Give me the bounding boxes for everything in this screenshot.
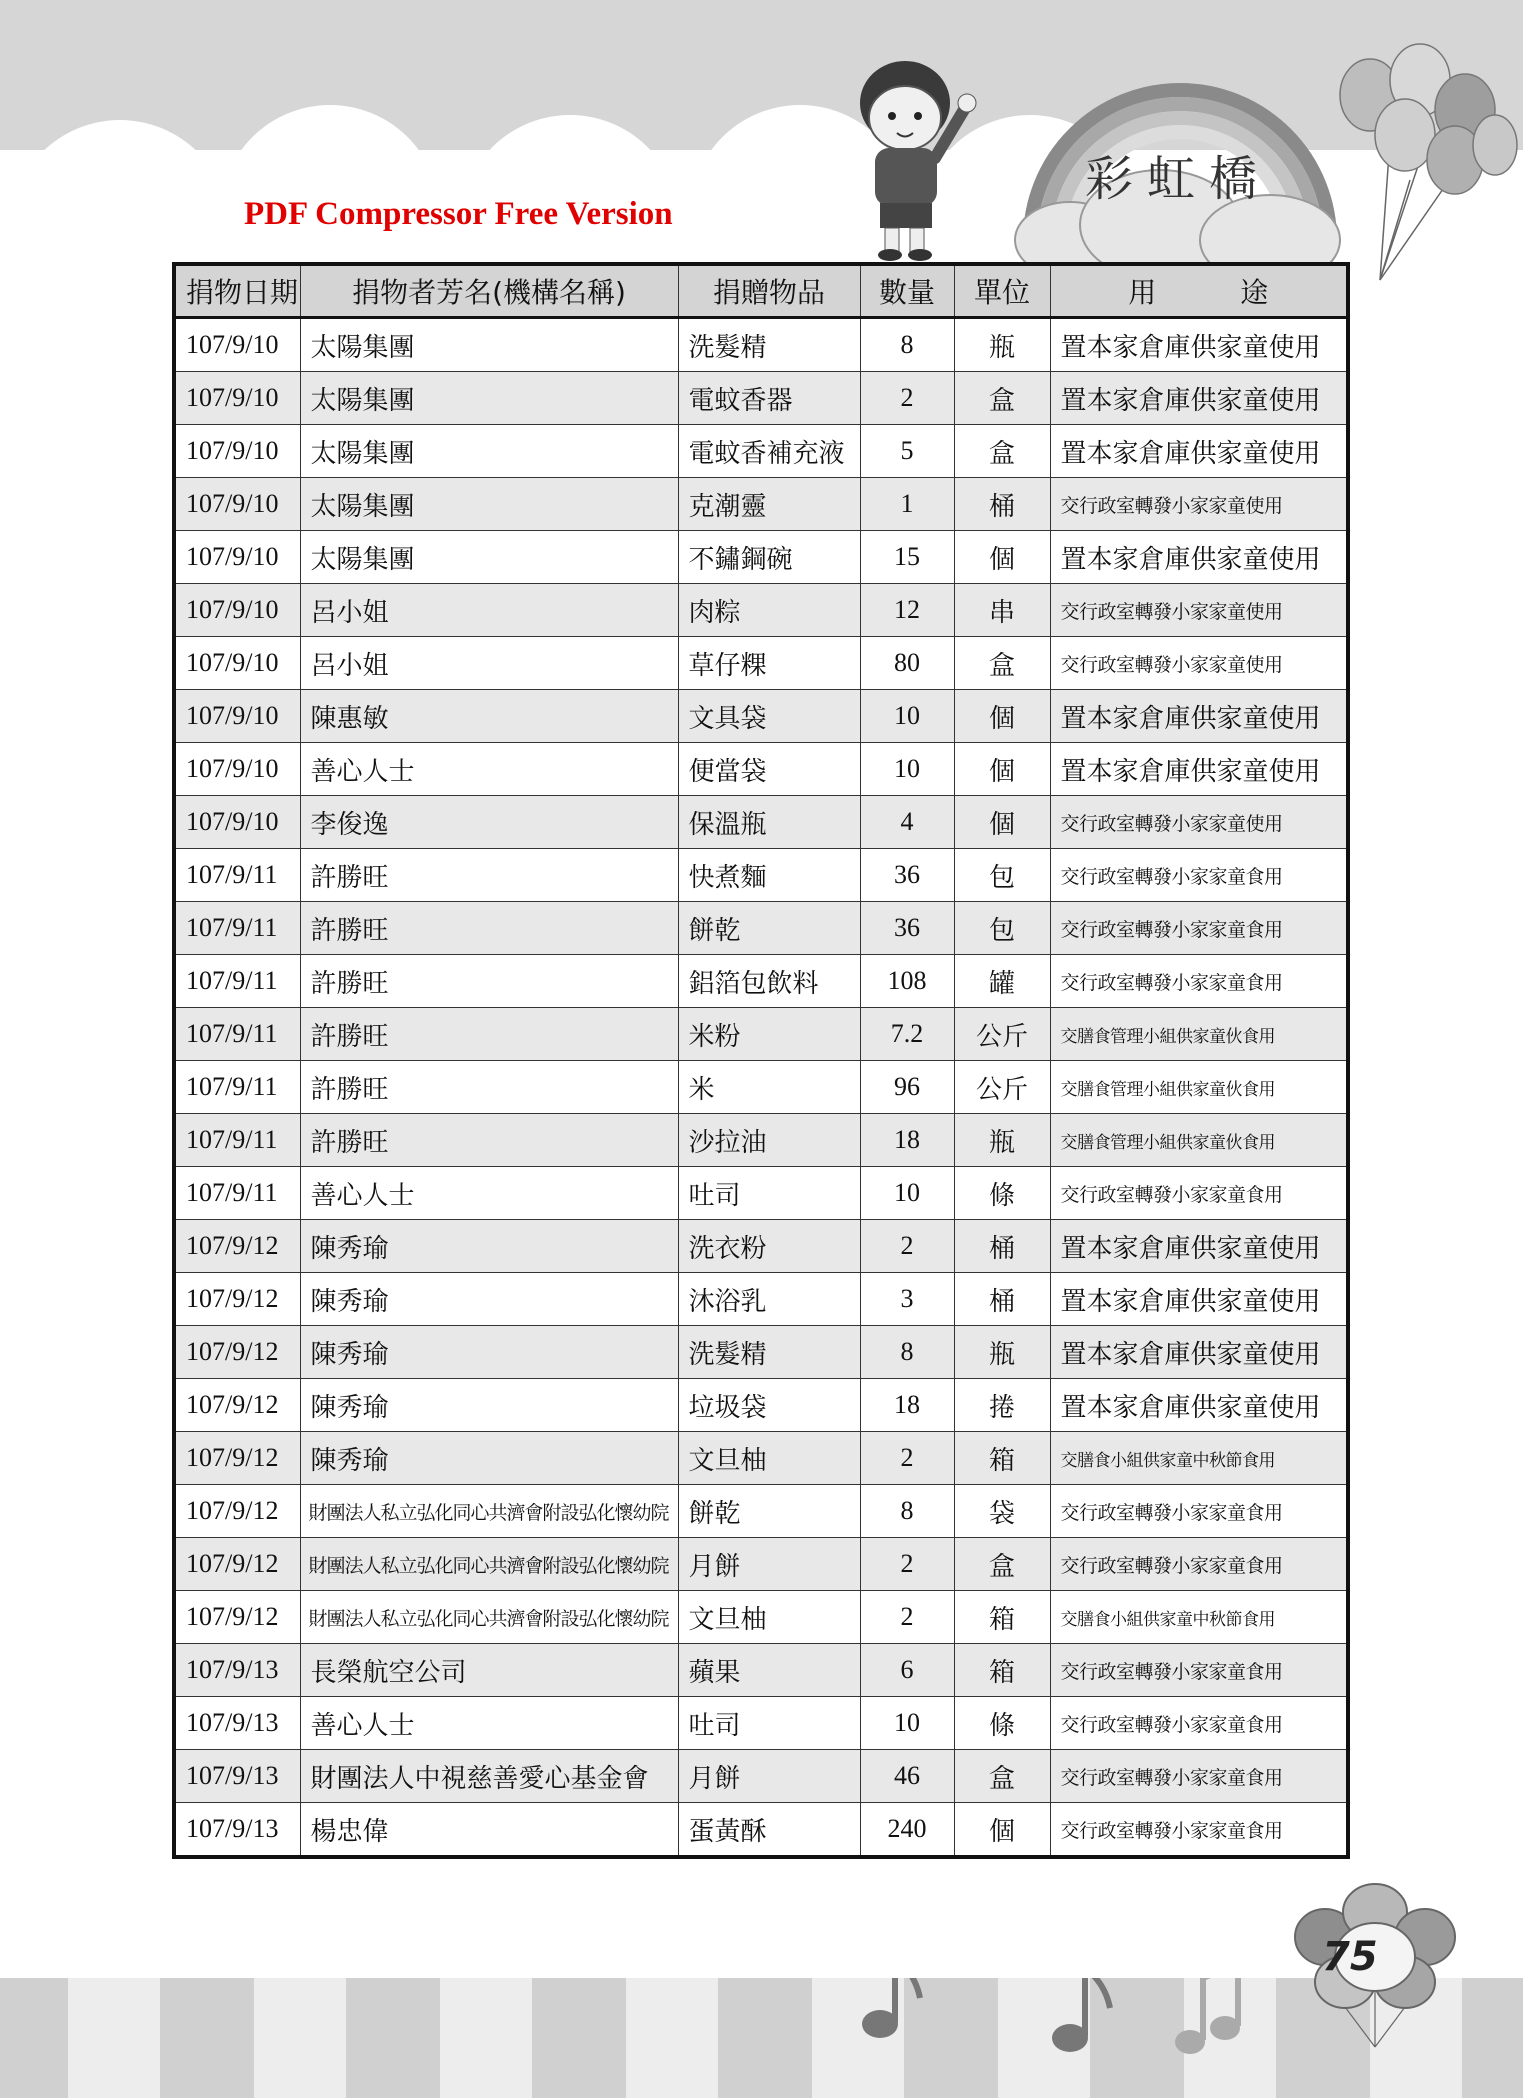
cell-quantity: 36 [860, 902, 954, 955]
cell-donor: 陳秀瑜 [300, 1379, 678, 1432]
cell-item: 洗髮精 [678, 1326, 860, 1379]
cell-quantity: 80 [860, 637, 954, 690]
table-row [174, 1167, 1348, 1220]
cell-quantity: 3 [860, 1273, 954, 1326]
cell-item: 保溫瓶 [678, 796, 860, 849]
cell-item: 洗髮精 [678, 318, 860, 372]
donation-table [172, 262, 1350, 1859]
table-row [174, 690, 1348, 743]
cell-item: 蘋果 [678, 1644, 860, 1697]
cell-quantity: 18 [860, 1114, 954, 1167]
cell-item: 電蚊香補充液 [678, 425, 860, 478]
cell-use: 交行政室轉發小家家童食用 [1050, 1485, 1348, 1538]
cell-date: 107/9/10 [174, 425, 300, 478]
cell-donor: 太陽集團 [300, 318, 678, 372]
brand-title: 彩虹橋 [1085, 151, 1272, 207]
cell-use: 交行政室轉發小家家童食用 [1050, 1538, 1348, 1591]
cell-date: 107/9/10 [174, 372, 300, 425]
cell-date: 107/9/11 [174, 1061, 300, 1114]
cell-item: 月餅 [678, 1750, 860, 1803]
cell-use: 置本家倉庫供家童使用 [1050, 1379, 1348, 1432]
cell-use: 置本家倉庫供家童使用 [1050, 372, 1348, 425]
cell-use: 交膳食小組供家童中秋節食用 [1050, 1432, 1348, 1485]
cell-donor: 財團法人私立弘化同心共濟會附設弘化懷幼院 [300, 1591, 678, 1644]
cell-quantity: 2 [860, 372, 954, 425]
cell-quantity: 10 [860, 690, 954, 743]
cell-quantity: 12 [860, 584, 954, 637]
cell-donor: 陳秀瑜 [300, 1432, 678, 1485]
cell-date: 107/9/10 [174, 531, 300, 584]
cell-unit: 瓶 [954, 1326, 1050, 1379]
cell-quantity: 36 [860, 849, 954, 902]
cell-item: 吐司 [678, 1167, 860, 1220]
cell-date: 107/9/13 [174, 1644, 300, 1697]
cell-quantity: 240 [860, 1803, 954, 1858]
cell-unit: 條 [954, 1167, 1050, 1220]
table-row [174, 1538, 1348, 1591]
cell-date: 107/9/11 [174, 1008, 300, 1061]
cell-item: 文旦柚 [678, 1432, 860, 1485]
table-row [174, 425, 1348, 478]
cell-unit: 盒 [954, 425, 1050, 478]
cell-donor: 太陽集團 [300, 425, 678, 478]
table-row [174, 743, 1348, 796]
table-row [174, 1644, 1348, 1697]
cell-unit: 桶 [954, 1220, 1050, 1273]
cell-donor: 許勝旺 [300, 849, 678, 902]
cell-donor: 許勝旺 [300, 902, 678, 955]
cell-donor: 財團法人中視慈善愛心基金會 [300, 1750, 678, 1803]
cell-use: 交行政室轉發小家家童食用 [1050, 902, 1348, 955]
cell-unit: 瓶 [954, 318, 1050, 372]
cell-date: 107/9/13 [174, 1697, 300, 1750]
cell-use: 置本家倉庫供家童使用 [1050, 1273, 1348, 1326]
cell-item: 快煮麵 [678, 849, 860, 902]
cell-item: 肉粽 [678, 584, 860, 637]
cell-item: 月餅 [678, 1538, 860, 1591]
cell-item: 文旦柚 [678, 1591, 860, 1644]
cell-quantity: 8 [860, 318, 954, 372]
cell-quantity: 7.2 [860, 1008, 954, 1061]
cell-use: 交行政室轉發小家家童食用 [1050, 1644, 1348, 1697]
cell-unit: 包 [954, 849, 1050, 902]
table-row [174, 1485, 1348, 1538]
cell-use: 交行政室轉發小家家童使用 [1050, 478, 1348, 531]
column-header-item: 捐贈物品 [678, 264, 860, 318]
cell-quantity: 6 [860, 1644, 954, 1697]
cell-date: 107/9/11 [174, 1114, 300, 1167]
cell-use: 置本家倉庫供家童使用 [1050, 1326, 1348, 1379]
cell-date: 107/9/11 [174, 902, 300, 955]
column-header-unit: 單位 [954, 264, 1050, 318]
cell-donor: 財團法人私立弘化同心共濟會附設弘化懷幼院 [300, 1485, 678, 1538]
cell-item: 餅乾 [678, 1485, 860, 1538]
cell-quantity: 8 [860, 1326, 954, 1379]
table-row [174, 584, 1348, 637]
table-row [174, 1432, 1348, 1485]
cell-quantity: 2 [860, 1538, 954, 1591]
cell-donor: 太陽集團 [300, 372, 678, 425]
cell-donor: 陳秀瑜 [300, 1220, 678, 1273]
cell-item: 克潮靈 [678, 478, 860, 531]
cell-quantity: 8 [860, 1485, 954, 1538]
cell-date: 107/9/10 [174, 796, 300, 849]
cell-donor: 財團法人私立弘化同心共濟會附設弘化懷幼院 [300, 1538, 678, 1591]
table-row [174, 1220, 1348, 1273]
cell-date: 107/9/10 [174, 318, 300, 372]
cell-date: 107/9/10 [174, 478, 300, 531]
table-row [174, 1697, 1348, 1750]
cell-date: 107/9/10 [174, 743, 300, 796]
cell-quantity: 18 [860, 1379, 954, 1432]
table-row [174, 318, 1348, 372]
table-header-row [174, 264, 1348, 318]
cell-donor: 呂小姐 [300, 637, 678, 690]
cell-quantity: 96 [860, 1061, 954, 1114]
cell-quantity: 2 [860, 1591, 954, 1644]
cell-donor: 太陽集團 [300, 478, 678, 531]
cell-use: 置本家倉庫供家童使用 [1050, 743, 1348, 796]
column-header-donor: 捐物者芳名(機構名稱) [300, 264, 678, 318]
cell-use: 置本家倉庫供家童使用 [1050, 318, 1348, 372]
cell-unit: 桶 [954, 1273, 1050, 1326]
cell-donor: 李俊逸 [300, 796, 678, 849]
cell-use: 交膳食管理小組供家童伙食用 [1050, 1008, 1348, 1061]
table-row [174, 796, 1348, 849]
cell-item: 鋁箔包飲料 [678, 955, 860, 1008]
table-body [174, 318, 1348, 1858]
cell-item: 沐浴乳 [678, 1273, 860, 1326]
cell-date: 107/9/12 [174, 1326, 300, 1379]
column-header-use: 用 途 [1050, 264, 1348, 318]
cell-use: 交膳食小組供家童中秋節食用 [1050, 1591, 1348, 1644]
cell-donor: 陳秀瑜 [300, 1326, 678, 1379]
cell-use: 交膳食管理小組供家童伙食用 [1050, 1114, 1348, 1167]
cell-item: 米 [678, 1061, 860, 1114]
cell-item: 餅乾 [678, 902, 860, 955]
cell-unit: 盒 [954, 372, 1050, 425]
cell-unit: 瓶 [954, 1114, 1050, 1167]
cell-quantity: 10 [860, 1697, 954, 1750]
cell-use: 交行政室轉發小家家童使用 [1050, 584, 1348, 637]
cell-use: 交行政室轉發小家家童食用 [1050, 1697, 1348, 1750]
cell-unit: 捲 [954, 1379, 1050, 1432]
column-header-quantity: 數量 [860, 264, 954, 318]
cell-unit: 盒 [954, 1750, 1050, 1803]
cell-use: 交行政室轉發小家家童食用 [1050, 1750, 1348, 1803]
table-row [174, 372, 1348, 425]
cell-use: 交行政室轉發小家家童食用 [1050, 1167, 1348, 1220]
cell-quantity: 5 [860, 425, 954, 478]
cell-item: 沙拉油 [678, 1114, 860, 1167]
cell-item: 文具袋 [678, 690, 860, 743]
cell-date: 107/9/13 [174, 1803, 300, 1858]
cell-use: 置本家倉庫供家童使用 [1050, 1220, 1348, 1273]
cell-donor: 長榮航空公司 [300, 1644, 678, 1697]
table-row [174, 531, 1348, 584]
cell-date: 107/9/12 [174, 1432, 300, 1485]
cell-donor: 善心人士 [300, 1697, 678, 1750]
cell-item: 草仔粿 [678, 637, 860, 690]
cell-unit: 個 [954, 1803, 1050, 1858]
table-row [174, 1750, 1348, 1803]
cell-quantity: 2 [860, 1220, 954, 1273]
cell-date: 107/9/11 [174, 849, 300, 902]
cell-date: 107/9/13 [174, 1750, 300, 1803]
cell-quantity: 108 [860, 955, 954, 1008]
cell-donor: 許勝旺 [300, 955, 678, 1008]
cell-use: 交膳食管理小組供家童伙食用 [1050, 1061, 1348, 1114]
cell-date: 107/9/12 [174, 1538, 300, 1591]
girl-illustration [840, 48, 980, 263]
cell-date: 107/9/10 [174, 584, 300, 637]
cell-item: 蛋黃酥 [678, 1803, 860, 1858]
cell-unit: 條 [954, 1697, 1050, 1750]
cell-donor: 呂小姐 [300, 584, 678, 637]
cell-unit: 箱 [954, 1644, 1050, 1697]
table-row [174, 1273, 1348, 1326]
table-row [174, 1379, 1348, 1432]
cell-donor: 楊忠偉 [300, 1803, 678, 1858]
cell-quantity: 1 [860, 478, 954, 531]
cell-unit: 盒 [954, 1538, 1050, 1591]
cell-unit: 串 [954, 584, 1050, 637]
cell-unit: 箱 [954, 1432, 1050, 1485]
cell-date: 107/9/10 [174, 690, 300, 743]
cell-item: 洗衣粉 [678, 1220, 860, 1273]
cell-date: 107/9/11 [174, 955, 300, 1008]
table-row [174, 1114, 1348, 1167]
cell-unit: 個 [954, 690, 1050, 743]
cell-unit: 公斤 [954, 1061, 1050, 1114]
cell-donor: 許勝旺 [300, 1008, 678, 1061]
table-row [174, 478, 1348, 531]
cell-donor: 陳秀瑜 [300, 1273, 678, 1326]
cell-unit: 個 [954, 796, 1050, 849]
cell-use: 交行政室轉發小家家童食用 [1050, 1803, 1348, 1858]
cell-date: 107/9/12 [174, 1220, 300, 1273]
cell-unit: 個 [954, 743, 1050, 796]
cell-donor: 許勝旺 [300, 1114, 678, 1167]
table-row [174, 1803, 1348, 1858]
cell-quantity: 4 [860, 796, 954, 849]
cell-date: 107/9/12 [174, 1591, 300, 1644]
cell-item: 不鏽鋼碗 [678, 531, 860, 584]
cell-use: 交行政室轉發小家家童使用 [1050, 796, 1348, 849]
table-row [174, 637, 1348, 690]
cell-unit: 桶 [954, 478, 1050, 531]
cell-item: 米粉 [678, 1008, 860, 1061]
cell-quantity: 10 [860, 743, 954, 796]
cell-date: 107/9/11 [174, 1167, 300, 1220]
cell-unit: 盒 [954, 637, 1050, 690]
cell-use: 置本家倉庫供家童使用 [1050, 531, 1348, 584]
cell-use: 置本家倉庫供家童使用 [1050, 690, 1348, 743]
cell-unit: 袋 [954, 1485, 1050, 1538]
cell-unit: 個 [954, 531, 1050, 584]
table-row [174, 1326, 1348, 1379]
table-row [174, 955, 1348, 1008]
cell-date: 107/9/10 [174, 637, 300, 690]
table-row [174, 1591, 1348, 1644]
cell-item: 電蚊香器 [678, 372, 860, 425]
cell-quantity: 2 [860, 1432, 954, 1485]
cell-unit: 罐 [954, 955, 1050, 1008]
cell-item: 便當袋 [678, 743, 860, 796]
cell-unit: 箱 [954, 1591, 1050, 1644]
table-row [174, 1008, 1348, 1061]
cell-quantity: 10 [860, 1167, 954, 1220]
cell-use: 交行政室轉發小家家童使用 [1050, 637, 1348, 690]
cell-item: 吐司 [678, 1697, 860, 1750]
cell-donor: 許勝旺 [300, 1061, 678, 1114]
cell-use: 置本家倉庫供家童使用 [1050, 425, 1348, 478]
page-number: 75 [1322, 1934, 1378, 1980]
cell-use: 交行政室轉發小家家童食用 [1050, 955, 1348, 1008]
cell-quantity: 46 [860, 1750, 954, 1803]
cell-donor: 陳惠敏 [300, 690, 678, 743]
table-row [174, 1061, 1348, 1114]
cell-unit: 包 [954, 902, 1050, 955]
cell-quantity: 15 [860, 531, 954, 584]
table-row [174, 902, 1348, 955]
cell-unit: 公斤 [954, 1008, 1050, 1061]
cell-donor: 太陽集團 [300, 531, 678, 584]
cell-item: 垃圾袋 [678, 1379, 860, 1432]
cell-donor: 善心人士 [300, 743, 678, 796]
cell-use: 交行政室轉發小家家童食用 [1050, 849, 1348, 902]
cell-date: 107/9/12 [174, 1379, 300, 1432]
watermark-text: PDF Compressor Free Version [244, 196, 673, 232]
cell-date: 107/9/12 [174, 1273, 300, 1326]
cell-date: 107/9/12 [174, 1485, 300, 1538]
column-header-date: 捐物日期 [174, 264, 300, 318]
cell-donor: 善心人士 [300, 1167, 678, 1220]
table-row [174, 849, 1348, 902]
